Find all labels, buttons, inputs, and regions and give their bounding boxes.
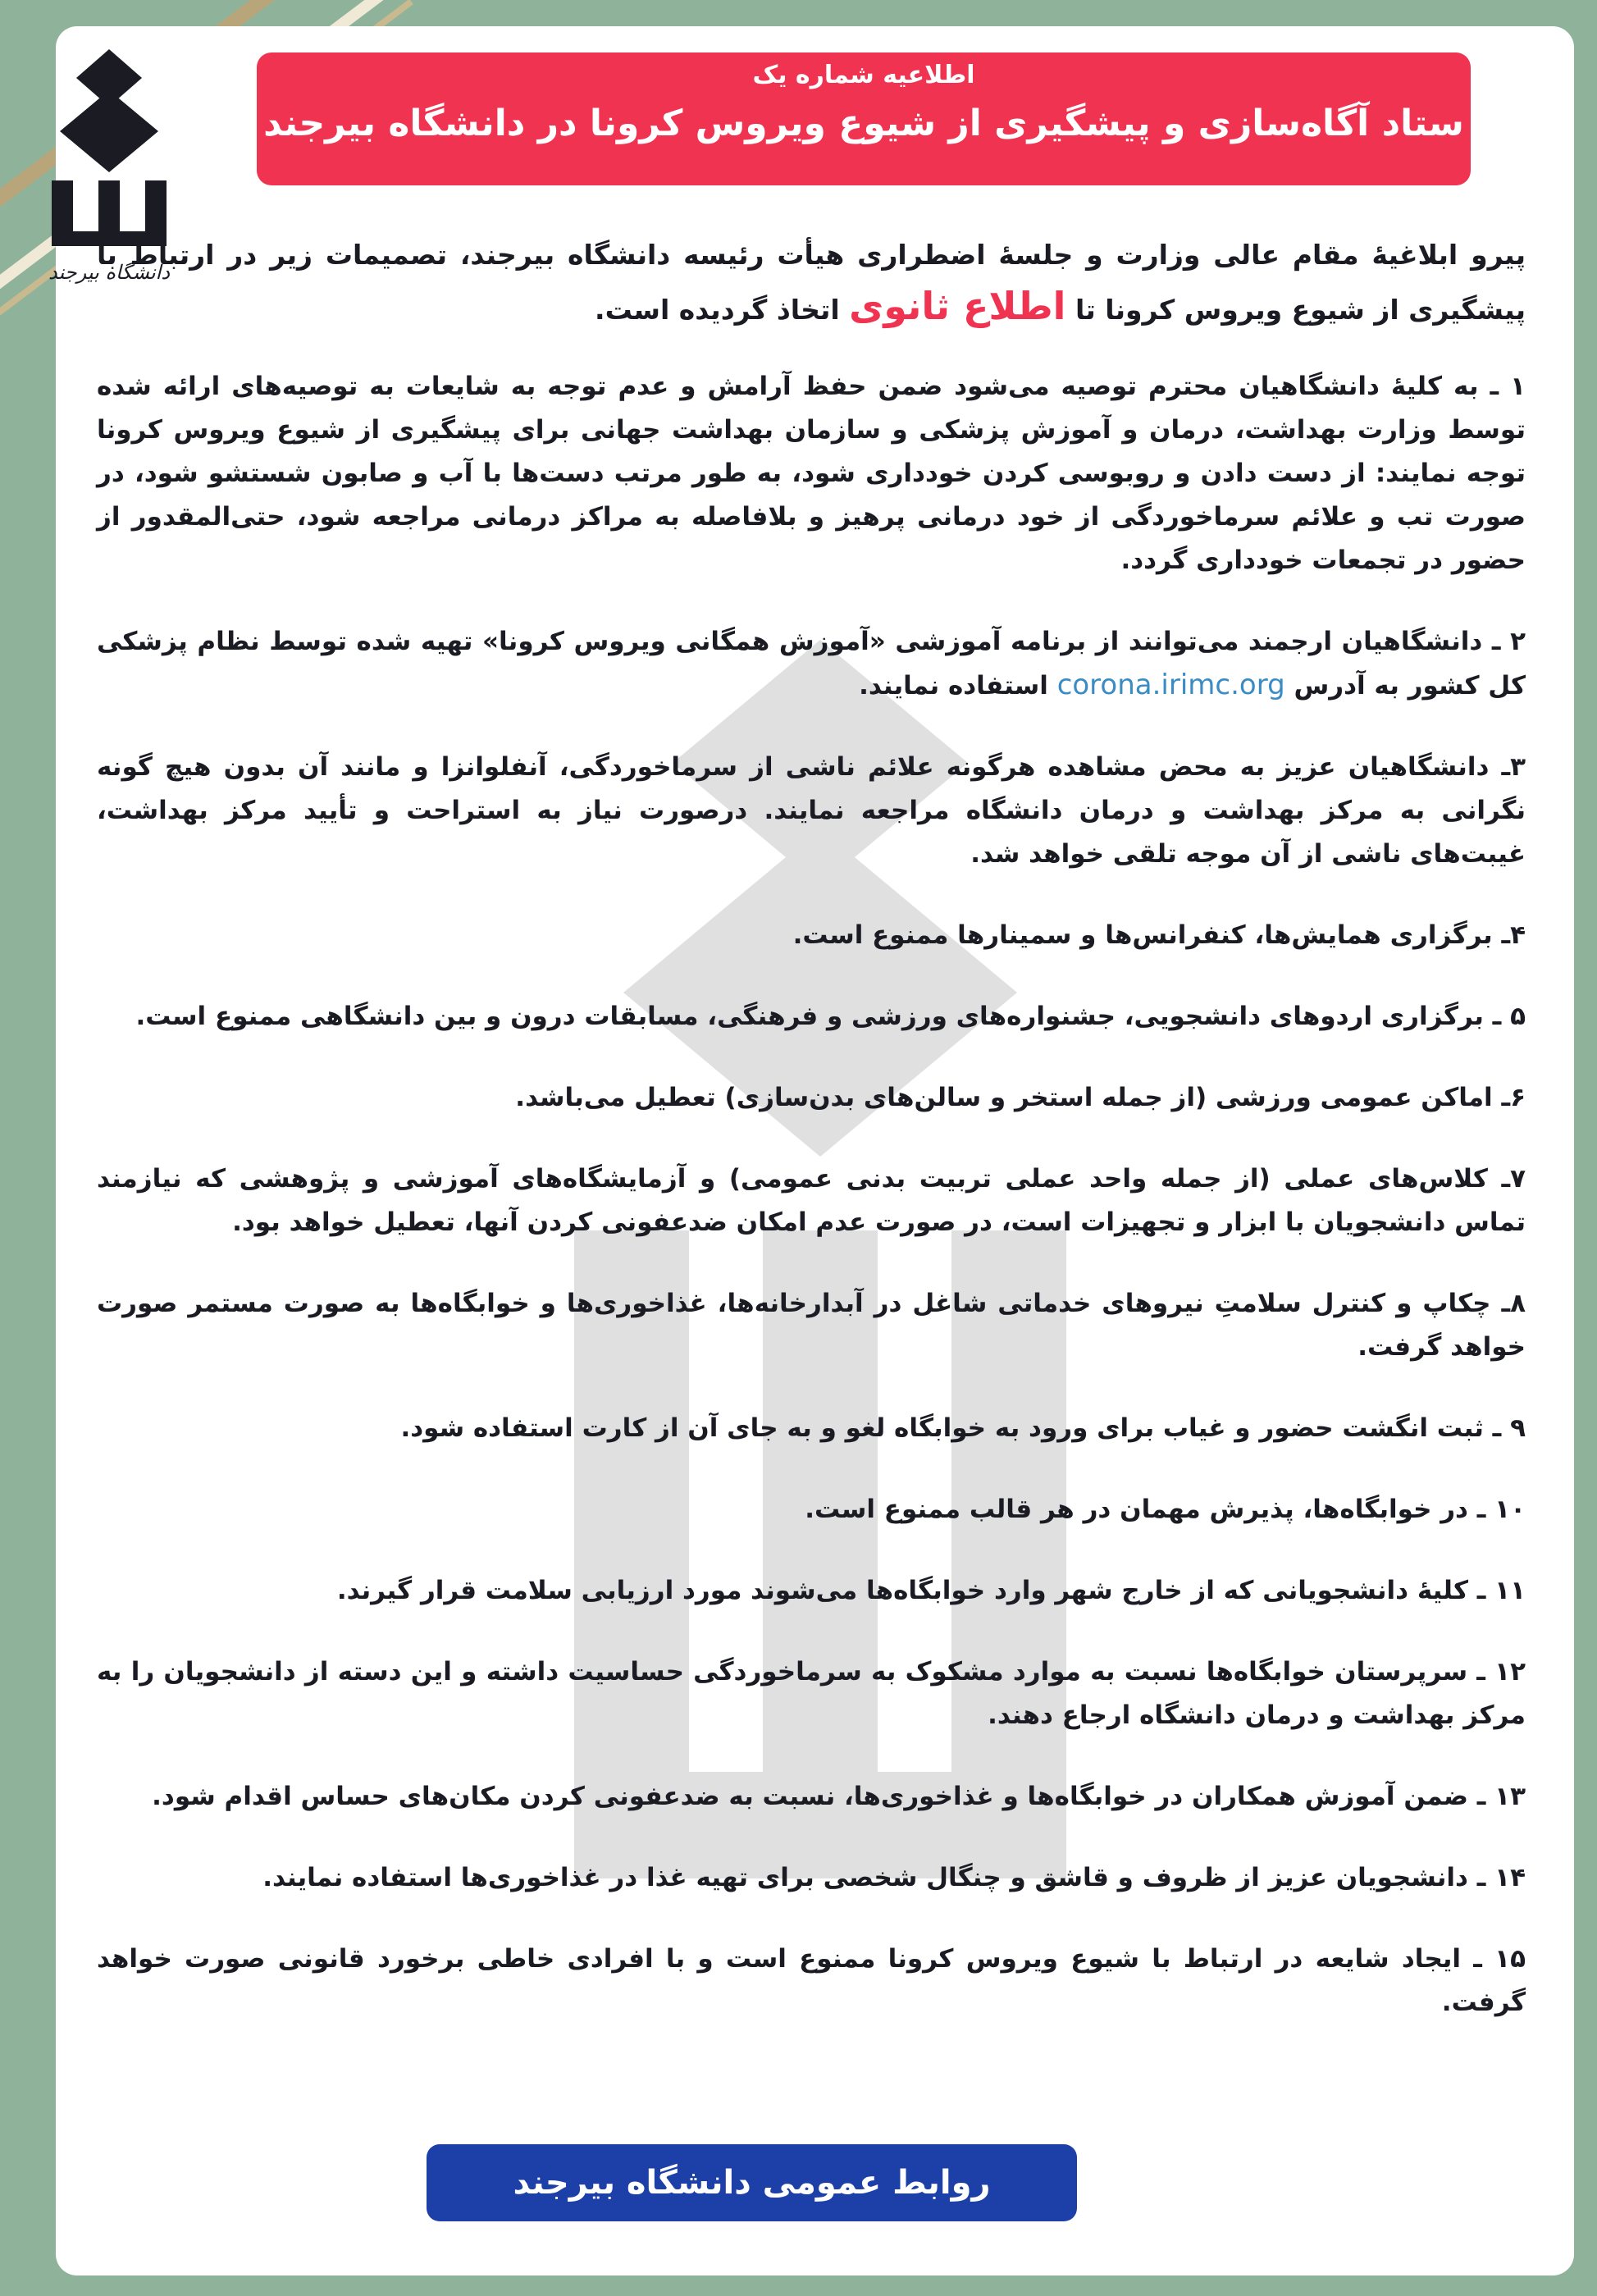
rule2-link[interactable]: corona.irimc.org — [1056, 669, 1285, 701]
notice-header — [257, 52, 1471, 185]
rule2-text-before: ۲ ـ دانشگاهیان ارجمند می‌توانند از برنامه آموزشی «آموزش همگانی ویروس کرونا» تهیه شده توسط نظام پزشکی کل کشور به آدرس — [97, 627, 1526, 701]
rule2-text-after: استفاده نمایند. — [859, 671, 1048, 701]
notice-number-label: اطلاعیه شماره یک — [752, 61, 975, 89]
notice-body — [97, 230, 1526, 2062]
rule-item: ۱۵ ـ ایجاد شایعه در ارتباط با شیوع ویروس کرونا ممنوع است و با افرادی خاطی برخورد قانونی صورت خواهد گرفت. — [97, 1944, 1526, 2017]
public-relations-footer: روابط عمومی دانشگاه بیرجند — [427, 2144, 1077, 2221]
rule-item: ۱ ـ به کلیهٔ دانشگاهیان محترم توصیه می‌شود ضمن حفظ آرامش و عدم توجه به شایعات به توصیه‌های ارائه شده توسط وزارت بهداشت، درمان و آموزش پزشکی و سازمان بهداشت جهانی برای پیشگیری از شیوع ویروس کرونا توجه نمایند: از دست دادن و روبوسی کردن خودداری شود، به طور مرتب دست‌ها با آب و صابون شستشو شود، در صورت تب و علائم سرماخوردگی از خود درمانی پرهیز و بلافاصله به مراکز درمانی مراجعه شود، حتی‌المقدور از حضور در تجمعات خودداری گردد. — [97, 372, 1526, 575]
rule-item: ۹ ـ ثبت انگشت حضور و غیاب برای ورود به خوابگاه لغو و به جای آن از کارت استفاده شود. — [400, 1413, 1526, 1443]
rule-item: ۵ ـ برگزاری اردوهای دانشجویی، جشنواره‌های ورزشی و فرهنگی، مسابقات درون و بین دانشگاهی ممنوع است. — [135, 1002, 1526, 1031]
rule-item: ۱۲ ـ سرپرستان خوابگاه‌ها نسبت به موارد مشکوک به سرماخوردگی حساسیت داشته و این دسته از دانشجویان را به مرکز بهداشت و درمان دانشگاه ارجاع دهند. — [97, 1657, 1526, 1730]
rule-item: ۴ـ برگزاری همایش‌ها، کنفرانس‌ها و سمینارها ممنوع است. — [792, 920, 1526, 950]
rule-item: ۸ـ چکاپ و کنترل سلامتِ نیروهای خدماتی شاغل در آبدارخانه‌ها، غذاخوری‌ها و خوابگاه‌ها به صورت مستمر صورت خواهد گرفت. — [97, 1289, 1526, 1362]
rule-item: ۱۱ ـ کلیهٔ دانشجویانی که از خارج شهر وارد خوابگاه‌ها می‌شوند مورد ارزیابی سلامت قرار گیرند. — [336, 1576, 1526, 1605]
logo-caption: دانشگاه بیرجند — [48, 261, 171, 284]
rule-item: ۳ـ دانشگاهیان عزیز به محض مشاهده هرگونه علائم ناشی از سرماخوردگی، آنفلوانزا و مانند آن بدون هیچ گونه نگرانی به مرکز بهداشت و درمان دانشگاه مراجعه نمایند. درصورت نیاز به استراحت و تأیید مرکز بهداشت، غیبت‌های ناشی از آن موجه تلقی خواهد شد. — [97, 752, 1526, 869]
rule-item: ۱۴ ـ دانشجویان عزیز از ظروف و قاشق و چنگال شخصی برای تهیه غذا در غذاخوری‌ها استفاده نمایند. — [262, 1863, 1526, 1892]
notice-title: ستاد آگاه‌سازی و پیشگیری از شیوع ویروس کرونا در دانشگاه بیرجند — [263, 103, 1464, 144]
intro-text-before: پیرو ابلاغیهٔ مقام عالی وزارت و جلسهٔ اضطراری هیأت رئیسه دانشگاه بیرجند، تصمیمات زیر در ارتباط با پیشگیری از شیوع ویروس کرونا تا — [97, 239, 1526, 326]
intro-text-after: اتخاذ گردیده است. — [595, 294, 840, 326]
rule-item: ۱۰ ـ در خوابگاه‌ها، پذیرش مهمان در هر قالب ممنوع است. — [805, 1495, 1526, 1524]
rule-item: ۱۳ ـ ضمن آموزش همکاران در خوابگاه‌ها و غذاخوری‌ها، نسبت به ضدعفونی کردن مکان‌های حساس اقدام شود. — [152, 1782, 1526, 1811]
rule-item: ۶ـ اماکن عمومی ورزشی (از جمله استخر و سالن‌های بدن‌سازی) تعطیل می‌باشد. — [515, 1083, 1526, 1112]
intro-highlight: اطلاع ثانوی — [849, 284, 1066, 328]
rule-item-2 — [97, 620, 1526, 708]
rule-item: ۷ـ کلاس‌های عملی (از جمله واحد عملی تربیت بدنی عمومی) و آزمایشگاه‌های آموزشی و پژوهشی که نیازمند تماس دانشجویان با ابزار و تجهیزات است، در صورت عدم امکان ضدعفونی کردن آنها، تعطیل خواهد بود. — [97, 1164, 1526, 1237]
intro-paragraph — [97, 230, 1526, 335]
